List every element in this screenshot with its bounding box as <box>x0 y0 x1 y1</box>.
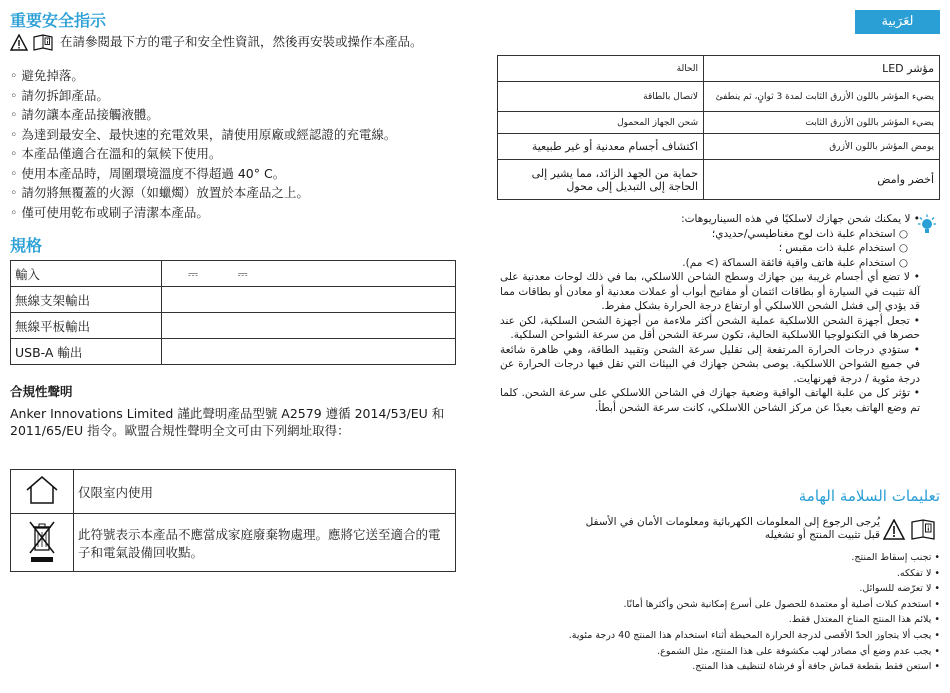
list-item: ◦ 請勿拆卸產品。 <box>10 86 440 106</box>
list-item: • يجب عدم وضع أي مصادر لهب مكشوفة على هذا المنتج، مثل الشموع. <box>540 644 940 660</box>
table-row <box>11 287 456 313</box>
list-item: ◦ 請勿將無覆蓋的火源（如蠟燭）放置於本產品之上。 <box>10 183 440 203</box>
led-indicator: يومض المؤشر باللون الأزرق <box>704 134 940 160</box>
led-indicator: يضيء المؤشر باللون الأزرق الثابت <box>704 112 940 134</box>
note-item: ○ استخدام علبة هاتف واقية فائقة السماكة (> مم). <box>682 256 908 269</box>
list-item: • استخدم كبلات أصلية أو معتمدة للحصول على أسرع إمكانية شحن وأكثرها أمانًا. <box>540 597 940 613</box>
led-status: حماية من الجهد الزائد، مما يشير إلى الحاجة إلى التبديل إلى محول <box>498 160 704 200</box>
list-item: • لا تعرّضه للسوائل. <box>540 581 940 597</box>
spec-label: 無線支架輸出 <box>11 287 162 313</box>
spec-title: 規格 <box>10 236 43 255</box>
table-row <box>498 134 940 160</box>
led-table <box>497 55 940 200</box>
list-item: ◦ 僅可使用乾布或刷子清潔本產品。 <box>10 203 440 223</box>
wireless-charging-notes <box>500 212 920 415</box>
warning-manual-icons <box>10 34 56 55</box>
conformity-text: Anker Innovations Limited 謹此聲明產品型號 A2579 遵循 2014/53/EU 和 2011/65/EU 指令。歐盟合規性聲明全文可由下列網址取得： <box>10 406 445 438</box>
led-status: اكتشاف أجسام معدنية أو غير طبيعية <box>498 134 704 160</box>
led-header-indicator: مؤشر LED <box>704 56 940 82</box>
safety-list <box>10 66 440 222</box>
spec-label: 無線平板輸出 <box>11 313 162 339</box>
table-row <box>498 82 940 112</box>
list-item: • استعن فقط بقطعة قماش جافة أو فرشاة لتنظيف هذا المنتج. <box>540 659 940 675</box>
led-status: لاتصال بالطاقة <box>498 82 704 112</box>
safety-title: 重要安全指示 <box>10 11 107 30</box>
spec-value <box>162 339 456 365</box>
led-status: شحن الجهاز المحمول <box>498 112 704 134</box>
safety-intro: 在請參閱最下方的電子和安全性資訊，然後再安裝或操作本產品。 <box>10 34 430 55</box>
list-item: • يلائم هذا المنتج المناخ المعتدل فقط. <box>540 612 940 628</box>
note-item: ○ استخدام علبة ذات لوح مغناطيسي/حديدي؛ <box>711 227 908 240</box>
crossed-bin-icon <box>11 514 74 572</box>
note-item: • ستؤدي درجات الحرارة المرتفعة إلى تقليل سرعة الشحن وتقييد الطاقة، وهي ظاهرة شائعة في جميع الشواحن اللاسلكية. يوصى بشحن جهازك في البيئات التي تقل فيها درجات الحرارة عن درجة مئوية / درجة فهرنهايت. <box>500 343 920 385</box>
spec-value <box>162 313 456 339</box>
warning-triangle-icon <box>10 34 56 52</box>
note-item: • لا يمكنك شحن جهازك لاسلكيًا في هذه السيناريوهات: <box>681 213 920 225</box>
list-item: • تجنب إسقاط المنتج. <box>540 550 940 566</box>
arabic-safety-title: تعليمات السلامة الهامة <box>798 487 940 505</box>
symbol-text: 此符號表示本產品不應當成家庭廢棄物處理。應將它送至適合的電子和電氣設備回收點。 <box>74 514 456 572</box>
table-row <box>498 112 940 134</box>
led-header-status: الحالة <box>498 56 704 82</box>
spec-label: USB-A 輸出 <box>11 339 162 365</box>
conformity-title: 合規性聲明 <box>10 384 73 399</box>
note-item: • تجعل أجهزة الشحن اللاسلكية عملية الشحن أكثر ملاءمة من أجهزة الشحن السلكية، لكن عند حصرها في التكنولوجيا اللاسلكية الحالية، تكون سرعة الشحن أقل من سرعة الشواحن السلكية. <box>500 314 920 341</box>
table-row <box>11 313 456 339</box>
table-row <box>11 470 456 514</box>
list-item: • يجب ألا يتجاوز الحدّ الأقصى لدرجة الحرارة المحيطة أثناء استخدام هذا المنتج 40 درجة مئوية. <box>540 628 940 644</box>
warning-manual-icons-ar <box>883 519 939 545</box>
table-row <box>11 339 456 365</box>
symbols-table <box>10 469 456 572</box>
list-item: ◦ 本產品僅適合在溫和的氣候下使用。 <box>10 144 440 164</box>
language-badge: لعَرَبية <box>855 10 940 34</box>
note-item: • لا تضع أي أجسام غريبة بين جهازك وسطح الشاحن اللاسلكي، بما في ذلك لوحات معدنية على آلة تثبيت في السيارة أو بطاقات ائتمان أو مفاتيح أبواب أو عملات معدنية أو معادن أو بطاقات مما قد يؤدي إلى فشل الشحن اللاسلكي أو ارتفاع درجة الحرارة بشكل مفرط. <box>500 271 920 312</box>
arabic-safety-intro: يُرجى الرجوع إلى المعلومات الكهربائية ومعلومات الأمان في الأسفل قبل تثبيت المنتج أو تشغيله <box>585 516 880 541</box>
spec-table <box>10 260 456 365</box>
list-item: ◦ 使用本產品時，周圍環境溫度不得超過 40° C。 <box>10 164 440 184</box>
led-indicator: يضيء المؤشر باللون الأزرق الثابت لمدة 3 ثوانٍ، ثم ينطفئ <box>704 82 940 112</box>
table-row <box>11 261 456 287</box>
spec-value: ⎓ ⎓ <box>162 261 456 287</box>
table-row <box>498 56 940 82</box>
arabic-safety-list <box>540 550 940 675</box>
list-item: ◦ 為達到最安全、最快速的充電效果，請使用原廠或經認證的充電線。 <box>10 125 440 145</box>
list-item: ◦ 避免掉落。 <box>10 66 440 86</box>
spec-label: 輸入 <box>11 261 162 287</box>
house-icon <box>11 470 74 514</box>
symbol-text: 仅限室内使用 <box>74 470 456 514</box>
spec-value <box>162 287 456 313</box>
led-indicator: أخضر وامض <box>704 160 940 200</box>
list-item: ◦ 請勿讓本產品接觸液體。 <box>10 105 440 125</box>
table-row <box>11 514 456 572</box>
note-item: ○ استخدام علبة ذات مقبس ؛ <box>778 242 908 254</box>
table-row <box>498 160 940 200</box>
note-item: • تؤثر كل من علبة الهاتف الواقية وضعية جهازك في الشاحن اللاسلكي على سرعة الشحن. كلما تم وضع الهاتف بعيدًا عن مركز الشاحن اللاسلكي، كانت سرعة الشحن أبطأ. <box>500 387 920 414</box>
list-item: • لا تفككه. <box>540 566 940 582</box>
